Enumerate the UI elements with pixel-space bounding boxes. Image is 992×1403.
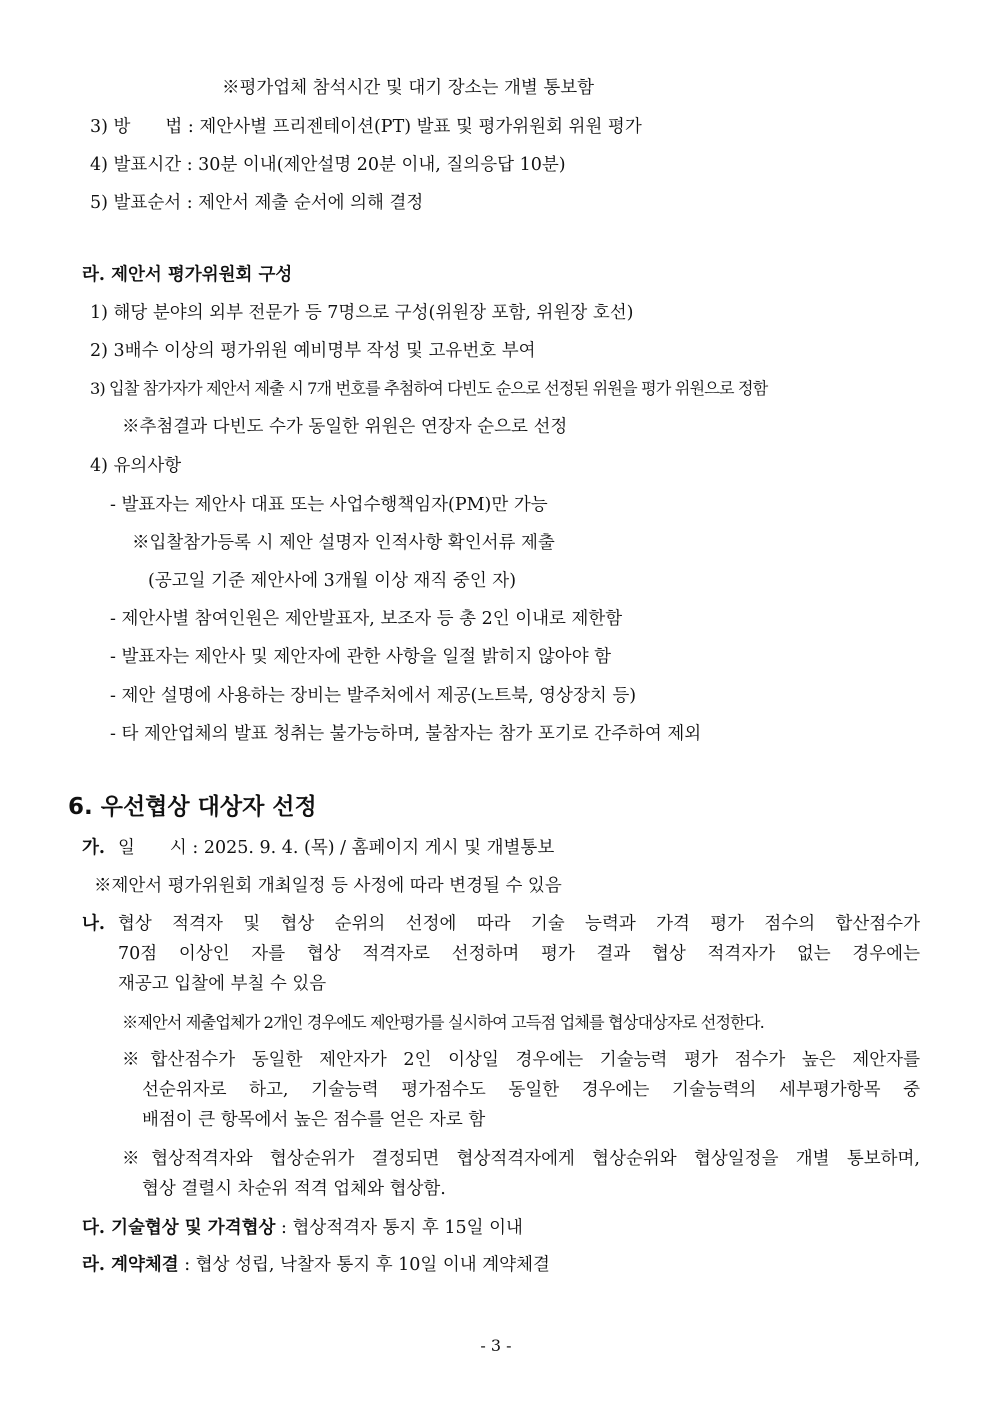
top-note: ※평가업체 참석시간 및 대기 장소는 개별 통보함 bbox=[222, 78, 595, 98]
page-number: - 3 - bbox=[480, 1336, 512, 1355]
ra-bullet-5: - 타 제안업체의 발표 청취는 불가능하며, 불참자는 참가 포기로 간주하여 제외 bbox=[110, 724, 702, 744]
na-note-2-line-3: 배점이 큰 항목에서 높은 점수를 얻은 자로 함 bbox=[142, 1110, 486, 1130]
ga-label: 가. bbox=[82, 838, 105, 858]
ra-bullet-1: - 발표자는 제안사 대표 또는 사업수행책임자(PM)만 가능 bbox=[110, 495, 548, 515]
ra-bullet-1-note-2: (공고일 기준 제안사에 3개월 이상 재직 중인 자) bbox=[148, 571, 517, 591]
ra-label: 라. 계약체결 bbox=[82, 1255, 179, 1275]
item-5-presentation-order: 5) 발표순서 : 제안서 제출 순서에 의해 결정 bbox=[90, 193, 424, 213]
ra-bullet-3: - 발표자는 제안사 및 제안자에 관한 사항을 일절 밝히지 않아야 함 bbox=[110, 647, 612, 667]
section-6-title: 6. 우선협상 대상자 선정 bbox=[68, 794, 317, 820]
da-text: : 협상적격자 통지 후 15일 이내 bbox=[275, 1218, 523, 1238]
da-label: 다. 기술협상 및 가격협상 bbox=[82, 1218, 276, 1238]
ra-line bbox=[82, 1253, 550, 1277]
na-line-2: 70점 이상인 자를 협상 적격자로 선정하며 평가 결과 협상 적격자가 없는 경우에는 bbox=[118, 944, 920, 964]
ra-text: : 협상 성립, 낙찰자 통지 후 10일 이내 계약체결 bbox=[178, 1255, 550, 1275]
ra-item-3-note: ※추첨결과 다빈도 수가 동일한 위원은 연장자 순으로 선정 bbox=[122, 417, 568, 437]
section-ra-heading: 라. 제안서 평가위원회 구성 bbox=[82, 265, 293, 285]
item-3-method: 3) 방 법 : 제안사별 프리젠테이션(PT) 발표 및 평가위원회 위원 평가 bbox=[90, 117, 642, 137]
ga-text: 일 시 : 2025. 9. 4. (목) / 홈페이지 게시 및 개별통보 bbox=[118, 838, 555, 858]
ra-bullet-1-note: ※입찰참가등록 시 제안 설명자 인적사항 확인서류 제출 bbox=[132, 533, 555, 553]
na-line-3: 재공고 입찰에 부칠 수 있음 bbox=[118, 974, 327, 994]
da-line bbox=[82, 1216, 523, 1240]
na-label: 나. bbox=[82, 914, 105, 934]
ra-bullet-2: - 제안사별 참여인원은 제안발표자, 보조자 등 총 2인 이내로 제한함 bbox=[110, 609, 623, 629]
na-note-3-line-1: ※협상적격자와 협상순위가 결정되면 협상적격자에게 협상순위와 협상일정을 개별 통보하며, bbox=[122, 1149, 920, 1169]
na-note-3-line-2: 협상 결렬시 차순위 적격 업체와 협상함. bbox=[142, 1179, 446, 1199]
na-note-2-line-1: ※합산점수가 동일한 제안자가 2인 이상일 경우에는 기술능력 평가 점수가 높은 제안자를 bbox=[122, 1050, 920, 1070]
na-note-2-line-2: 선순위자로 하고, 기술능력 평가점수도 동일한 경우에는 기술능력의 세부평가항목 중 bbox=[142, 1080, 920, 1100]
ra-item-1: 1) 해당 분야의 외부 전문가 등 7명으로 구성(위원장 포함, 위원장 호선) bbox=[90, 303, 634, 323]
ra-item-2: 2) 3배수 이상의 평가위원 예비명부 작성 및 고유번호 부여 bbox=[90, 341, 536, 361]
ra-item-4: 4) 유의사항 bbox=[90, 456, 182, 476]
ra-item-3: 3) 입찰 참가자가 제안서 제출 시 7개 번호를 추첨하여 다빈도 순으로 선정된 위원을 평가 위원으로 정함 bbox=[90, 379, 768, 398]
na-note-1: ※제안서 제출업체가 2개인 경우에도 제안평가를 실시하여 고득점 업체를 협상대상자로 선정한다. bbox=[122, 1013, 764, 1032]
ga-note: ※제안서 평가위원회 개최일정 등 사정에 따라 변경될 수 있음 bbox=[94, 876, 562, 896]
ra-bullet-4: - 제안 설명에 사용하는 장비는 발주처에서 제공(노트북, 영상장치 등) bbox=[110, 686, 637, 706]
na-line-1: 협상 적격자 및 협상 순위의 선정에 따라 기술 능력과 가격 평가 점수의 합산점수가 bbox=[118, 914, 920, 934]
item-4-presentation-time: 4) 발표시간 : 30분 이내(제안설명 20분 이내, 질의응답 10분) bbox=[90, 155, 566, 175]
